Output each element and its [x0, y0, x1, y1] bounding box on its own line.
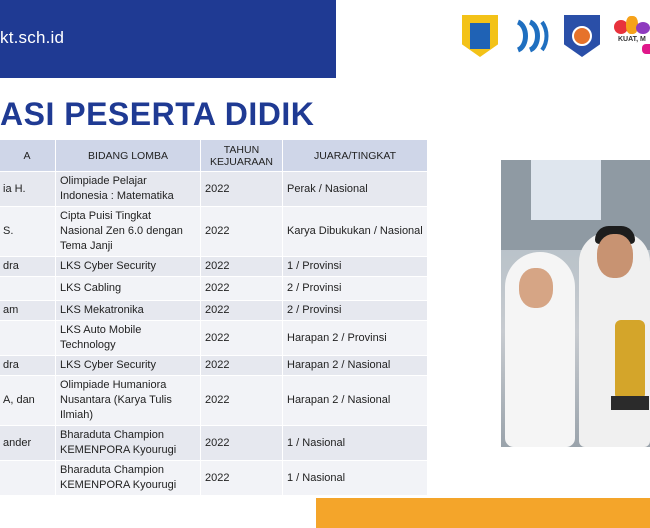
cell-year: 2022: [201, 461, 283, 496]
cell-year: 2022: [201, 376, 283, 426]
cell-name: am: [0, 301, 56, 321]
table-row: [0, 172, 428, 207]
cell-rank: 2 / Provinsi: [283, 277, 428, 301]
award-photo: [501, 160, 650, 447]
cell-field: LKS Cyber Security: [56, 356, 201, 376]
table-row: [0, 257, 428, 277]
hut-logo-text: KUAT, M: [618, 36, 646, 43]
cell-field: Bharaduta Champion KEMENPORA Kyourugi: [56, 461, 201, 496]
cell-year: 2022: [201, 277, 283, 301]
cell-rank: 2 / Provinsi: [283, 301, 428, 321]
table-header-row: [0, 140, 428, 172]
cell-name: ander: [0, 426, 56, 461]
table-row: [0, 321, 428, 356]
cell-year: 2022: [201, 257, 283, 277]
page-title: ASI PESERTA DIDIK: [0, 96, 315, 132]
cell-rank: Karya Dibukukan / Nasional: [283, 207, 428, 257]
cell-year: 2022: [201, 172, 283, 207]
cell-field: LKS Auto Mobile Technology: [56, 321, 201, 356]
smk-school-crest-icon: [564, 15, 600, 57]
cell-year: 2022: [201, 207, 283, 257]
cell-field: Olimpiade Humaniora Nusantara (Karya Tulis Ilmiah): [56, 376, 201, 426]
cell-rank: Perak / Nasional: [283, 172, 428, 207]
cell-year: 2022: [201, 356, 283, 376]
cell-name: S.: [0, 207, 56, 257]
cell-rank: Harapan 2 / Nasional: [283, 356, 428, 376]
table-row: [0, 277, 428, 301]
cell-field: Cipta Puisi Tingkat Nasional Zen 6.0 dengan Tema Janji: [56, 207, 201, 257]
table-row: [0, 461, 428, 496]
col-header-field: BIDANG LOMBA: [56, 140, 201, 172]
header-banner: [0, 0, 336, 78]
cell-field: LKS Mekatronika: [56, 301, 201, 321]
cell-name: ia H.: [0, 172, 56, 207]
col-header-year: TAHUN KEJUARAAN: [201, 140, 283, 172]
table-row: [0, 301, 428, 321]
cell-rank: 1 / Nasional: [283, 461, 428, 496]
cell-field: LKS Cabling: [56, 277, 201, 301]
cell-field: Bharaduta Champion KEMENPORA Kyourugi: [56, 426, 201, 461]
cell-rank: 1 / Provinsi: [283, 257, 428, 277]
cell-year: 2022: [201, 426, 283, 461]
site-url-text: kt.sch.id: [0, 28, 65, 47]
table-row: [0, 356, 428, 376]
cell-name: dra: [0, 257, 56, 277]
dki-jakarta-crest-icon: [462, 15, 498, 57]
kemdikbud-logo-icon: [512, 15, 550, 57]
cell-year: 2022: [201, 321, 283, 356]
cell-name: [0, 321, 56, 356]
footer-accent-bar: [316, 498, 650, 528]
hut-ri-logo-icon: [614, 14, 650, 58]
cell-rank: 1 / Nasional: [283, 426, 428, 461]
achievement-table: [0, 139, 428, 496]
col-header-name: A: [0, 140, 56, 172]
cell-name: [0, 461, 56, 496]
table-row: [0, 426, 428, 461]
table-row: [0, 376, 428, 426]
col-header-rank: JUARA/TINGKAT: [283, 140, 428, 172]
trophy-icon: [615, 320, 645, 400]
cell-field: LKS Cyber Security: [56, 257, 201, 277]
table-row: [0, 207, 428, 257]
cell-rank: Harapan 2 / Provinsi: [283, 321, 428, 356]
cell-name: A, dan: [0, 376, 56, 426]
partner-logos: [462, 14, 650, 58]
cell-year: 2022: [201, 301, 283, 321]
cell-name: [0, 277, 56, 301]
cell-name: dra: [0, 356, 56, 376]
cell-rank: Harapan 2 / Nasional: [283, 376, 428, 426]
cell-field: Olimpiade Pelajar Indonesia : Matematika: [56, 172, 201, 207]
